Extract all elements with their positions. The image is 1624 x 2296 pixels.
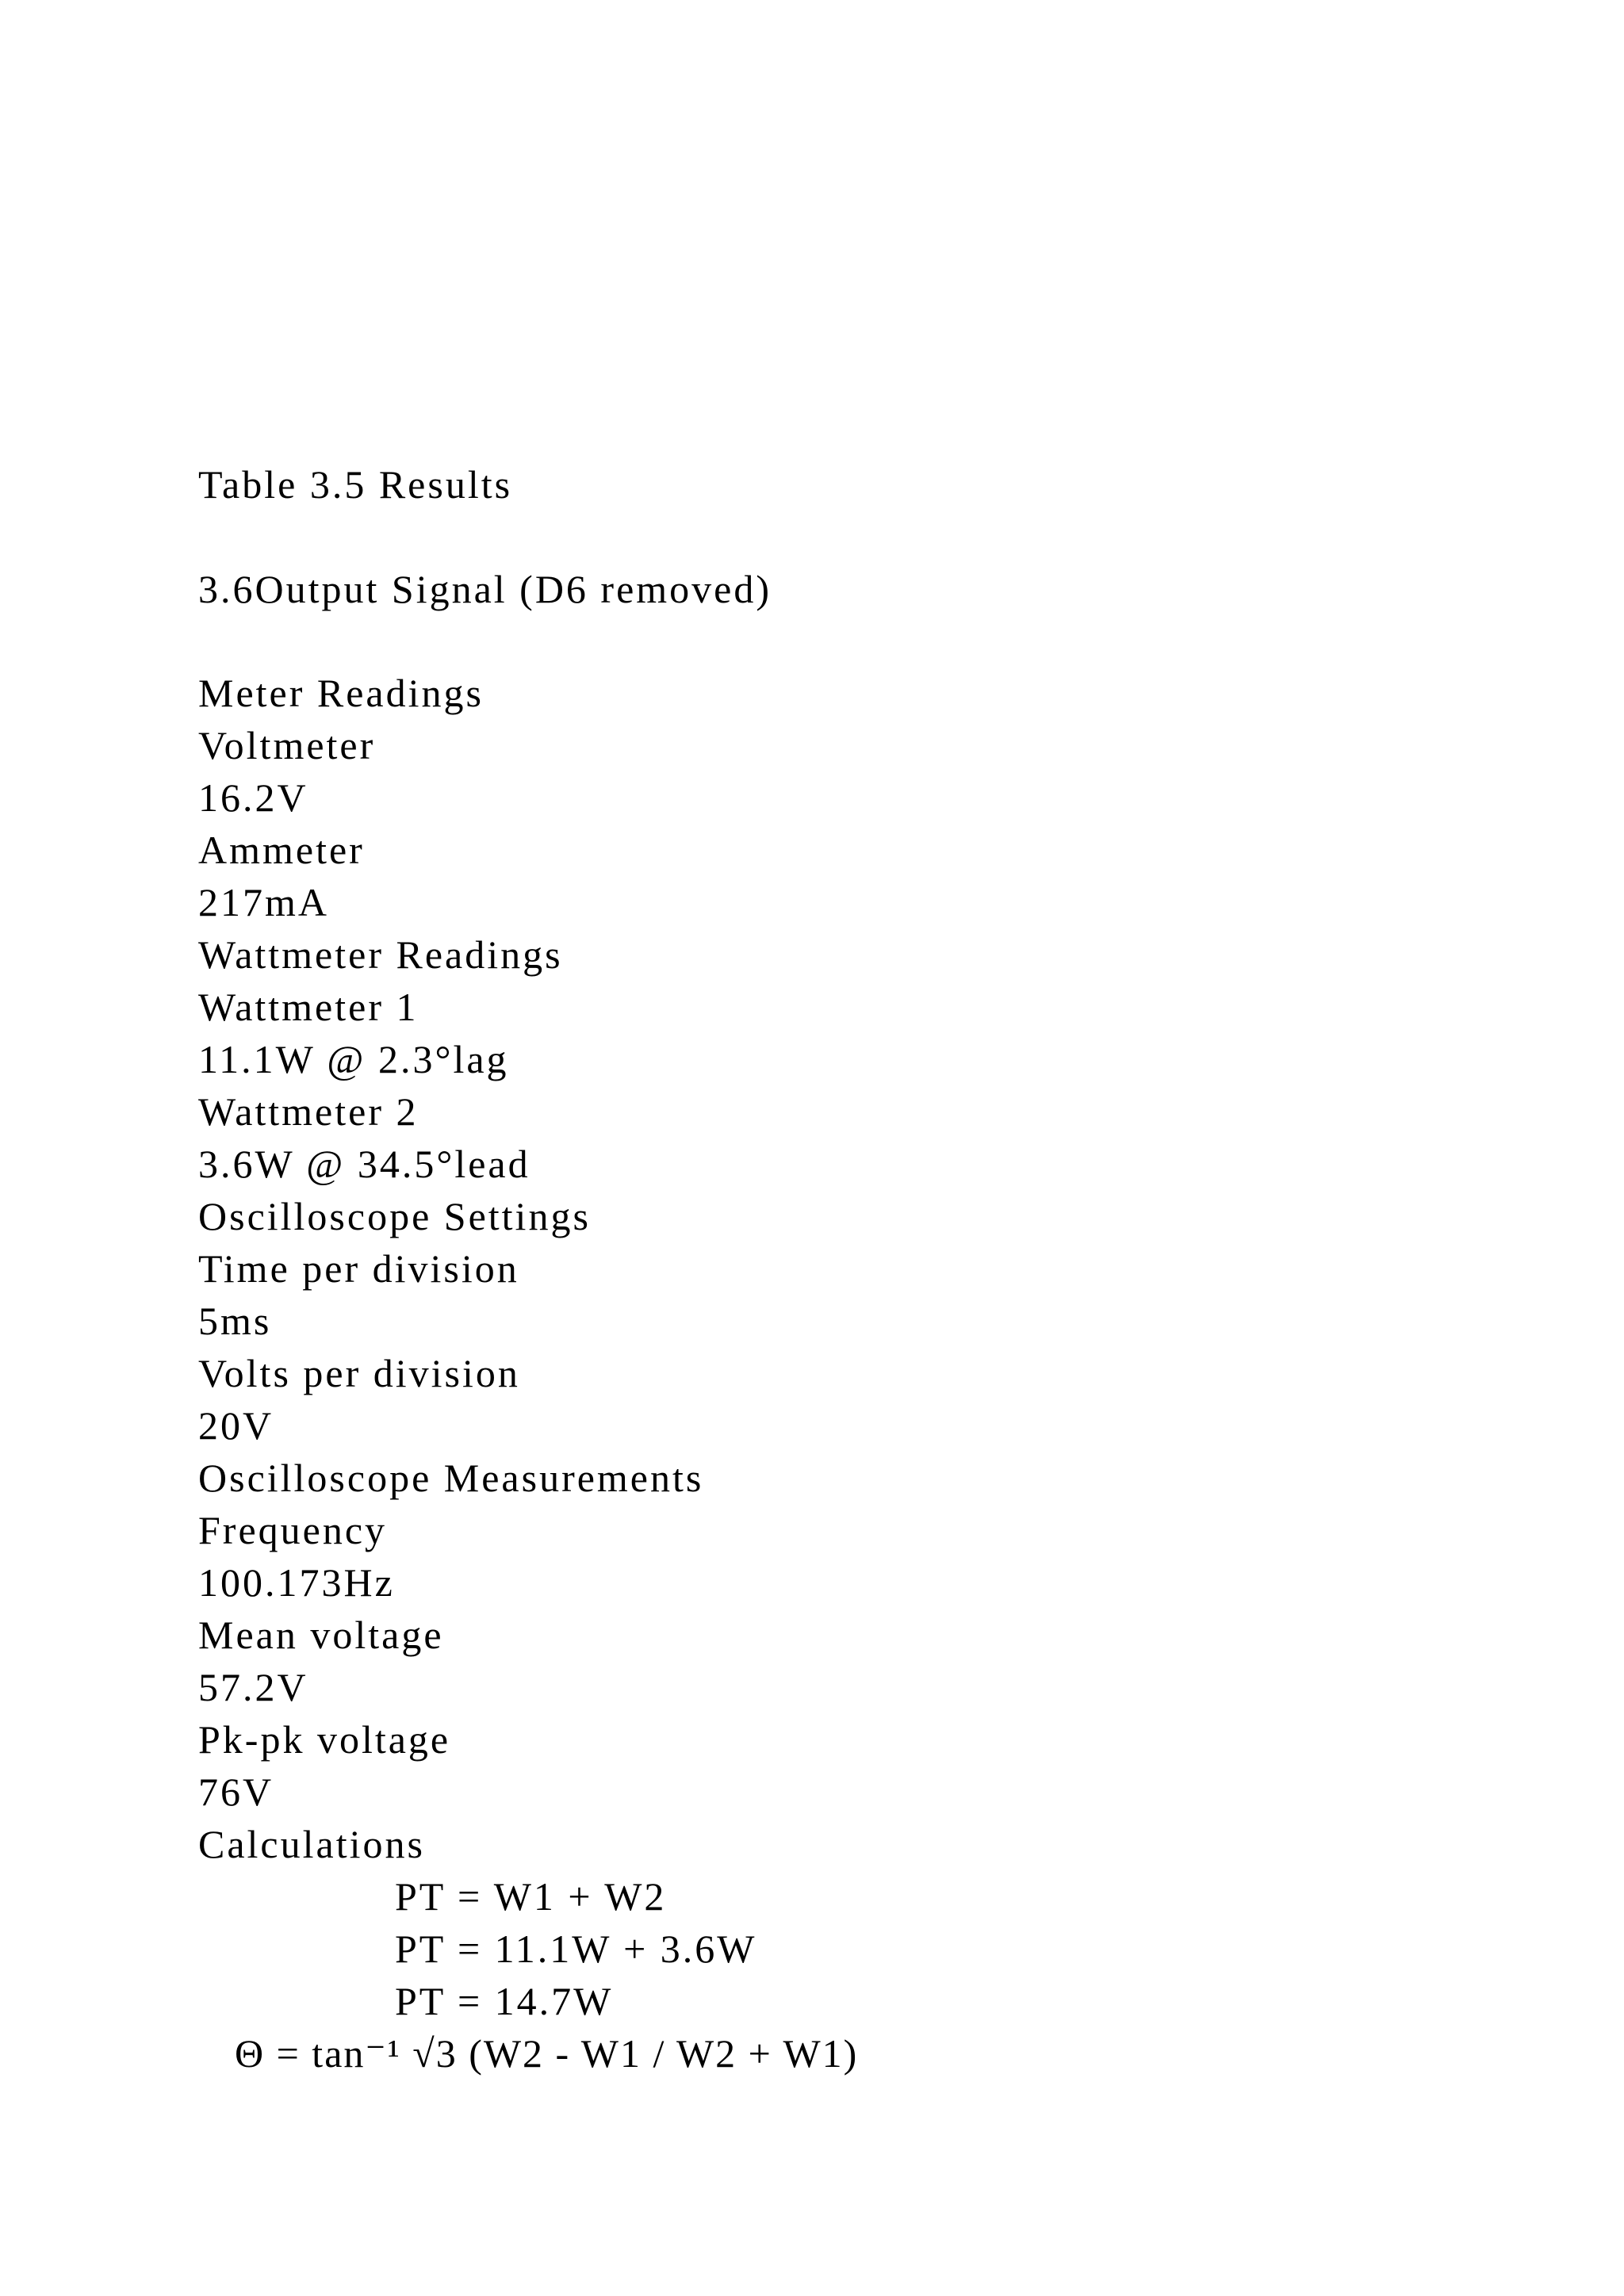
oscilloscope-settings-heading: Oscilloscope Settings: [198, 1194, 591, 1238]
ammeter-label: Ammeter: [198, 828, 365, 872]
theta-formula: Θ = tan⁻¹ √3 (W2 - W1 / W2 + W1): [235, 2031, 859, 2076]
volts-per-division-value: 20V: [198, 1403, 274, 1448]
frequency-label: Frequency: [198, 1508, 388, 1552]
ammeter-value: 217mA: [198, 880, 329, 924]
voltmeter-value: 16.2V: [198, 775, 308, 820]
section-heading: 3.6Output Signal (D6 removed): [198, 567, 772, 611]
meter-readings-heading: Meter Readings: [198, 671, 484, 715]
table-title: Table 3.5 Results: [198, 462, 513, 507]
wattmeter2-value: 3.6W @ 34.5°lead: [198, 1142, 530, 1186]
pkpk-voltage-label: Pk-pk voltage: [198, 1717, 451, 1762]
voltmeter-label: Voltmeter: [198, 723, 376, 767]
oscilloscope-measurements-heading: Oscilloscope Measurements: [198, 1456, 704, 1500]
pt-result: PT = 14.7W: [395, 1979, 614, 2023]
wattmeter2-label: Wattmeter 2: [198, 1089, 419, 1134]
pt-substituted: PT = 11.1W + 3.6W: [395, 1927, 757, 1971]
wattmeter-readings-heading: Wattmeter Readings: [198, 932, 563, 977]
time-per-division-value: 5ms: [198, 1299, 272, 1343]
volts-per-division-label: Volts per division: [198, 1351, 520, 1395]
pt-formula: PT = W1 + W2: [395, 1874, 667, 1919]
wattmeter1-value: 11.1W @ 2.3°lag: [198, 1037, 509, 1081]
pkpk-voltage-value: 76V: [198, 1770, 274, 1814]
mean-voltage-label: Mean voltage: [198, 1613, 444, 1657]
frequency-value: 100.173Hz: [198, 1560, 395, 1605]
time-per-division-label: Time per division: [198, 1246, 519, 1291]
wattmeter1-label: Wattmeter 1: [198, 985, 419, 1029]
mean-voltage-value: 57.2V: [198, 1665, 308, 1709]
calculations-heading: Calculations: [198, 1822, 425, 1866]
